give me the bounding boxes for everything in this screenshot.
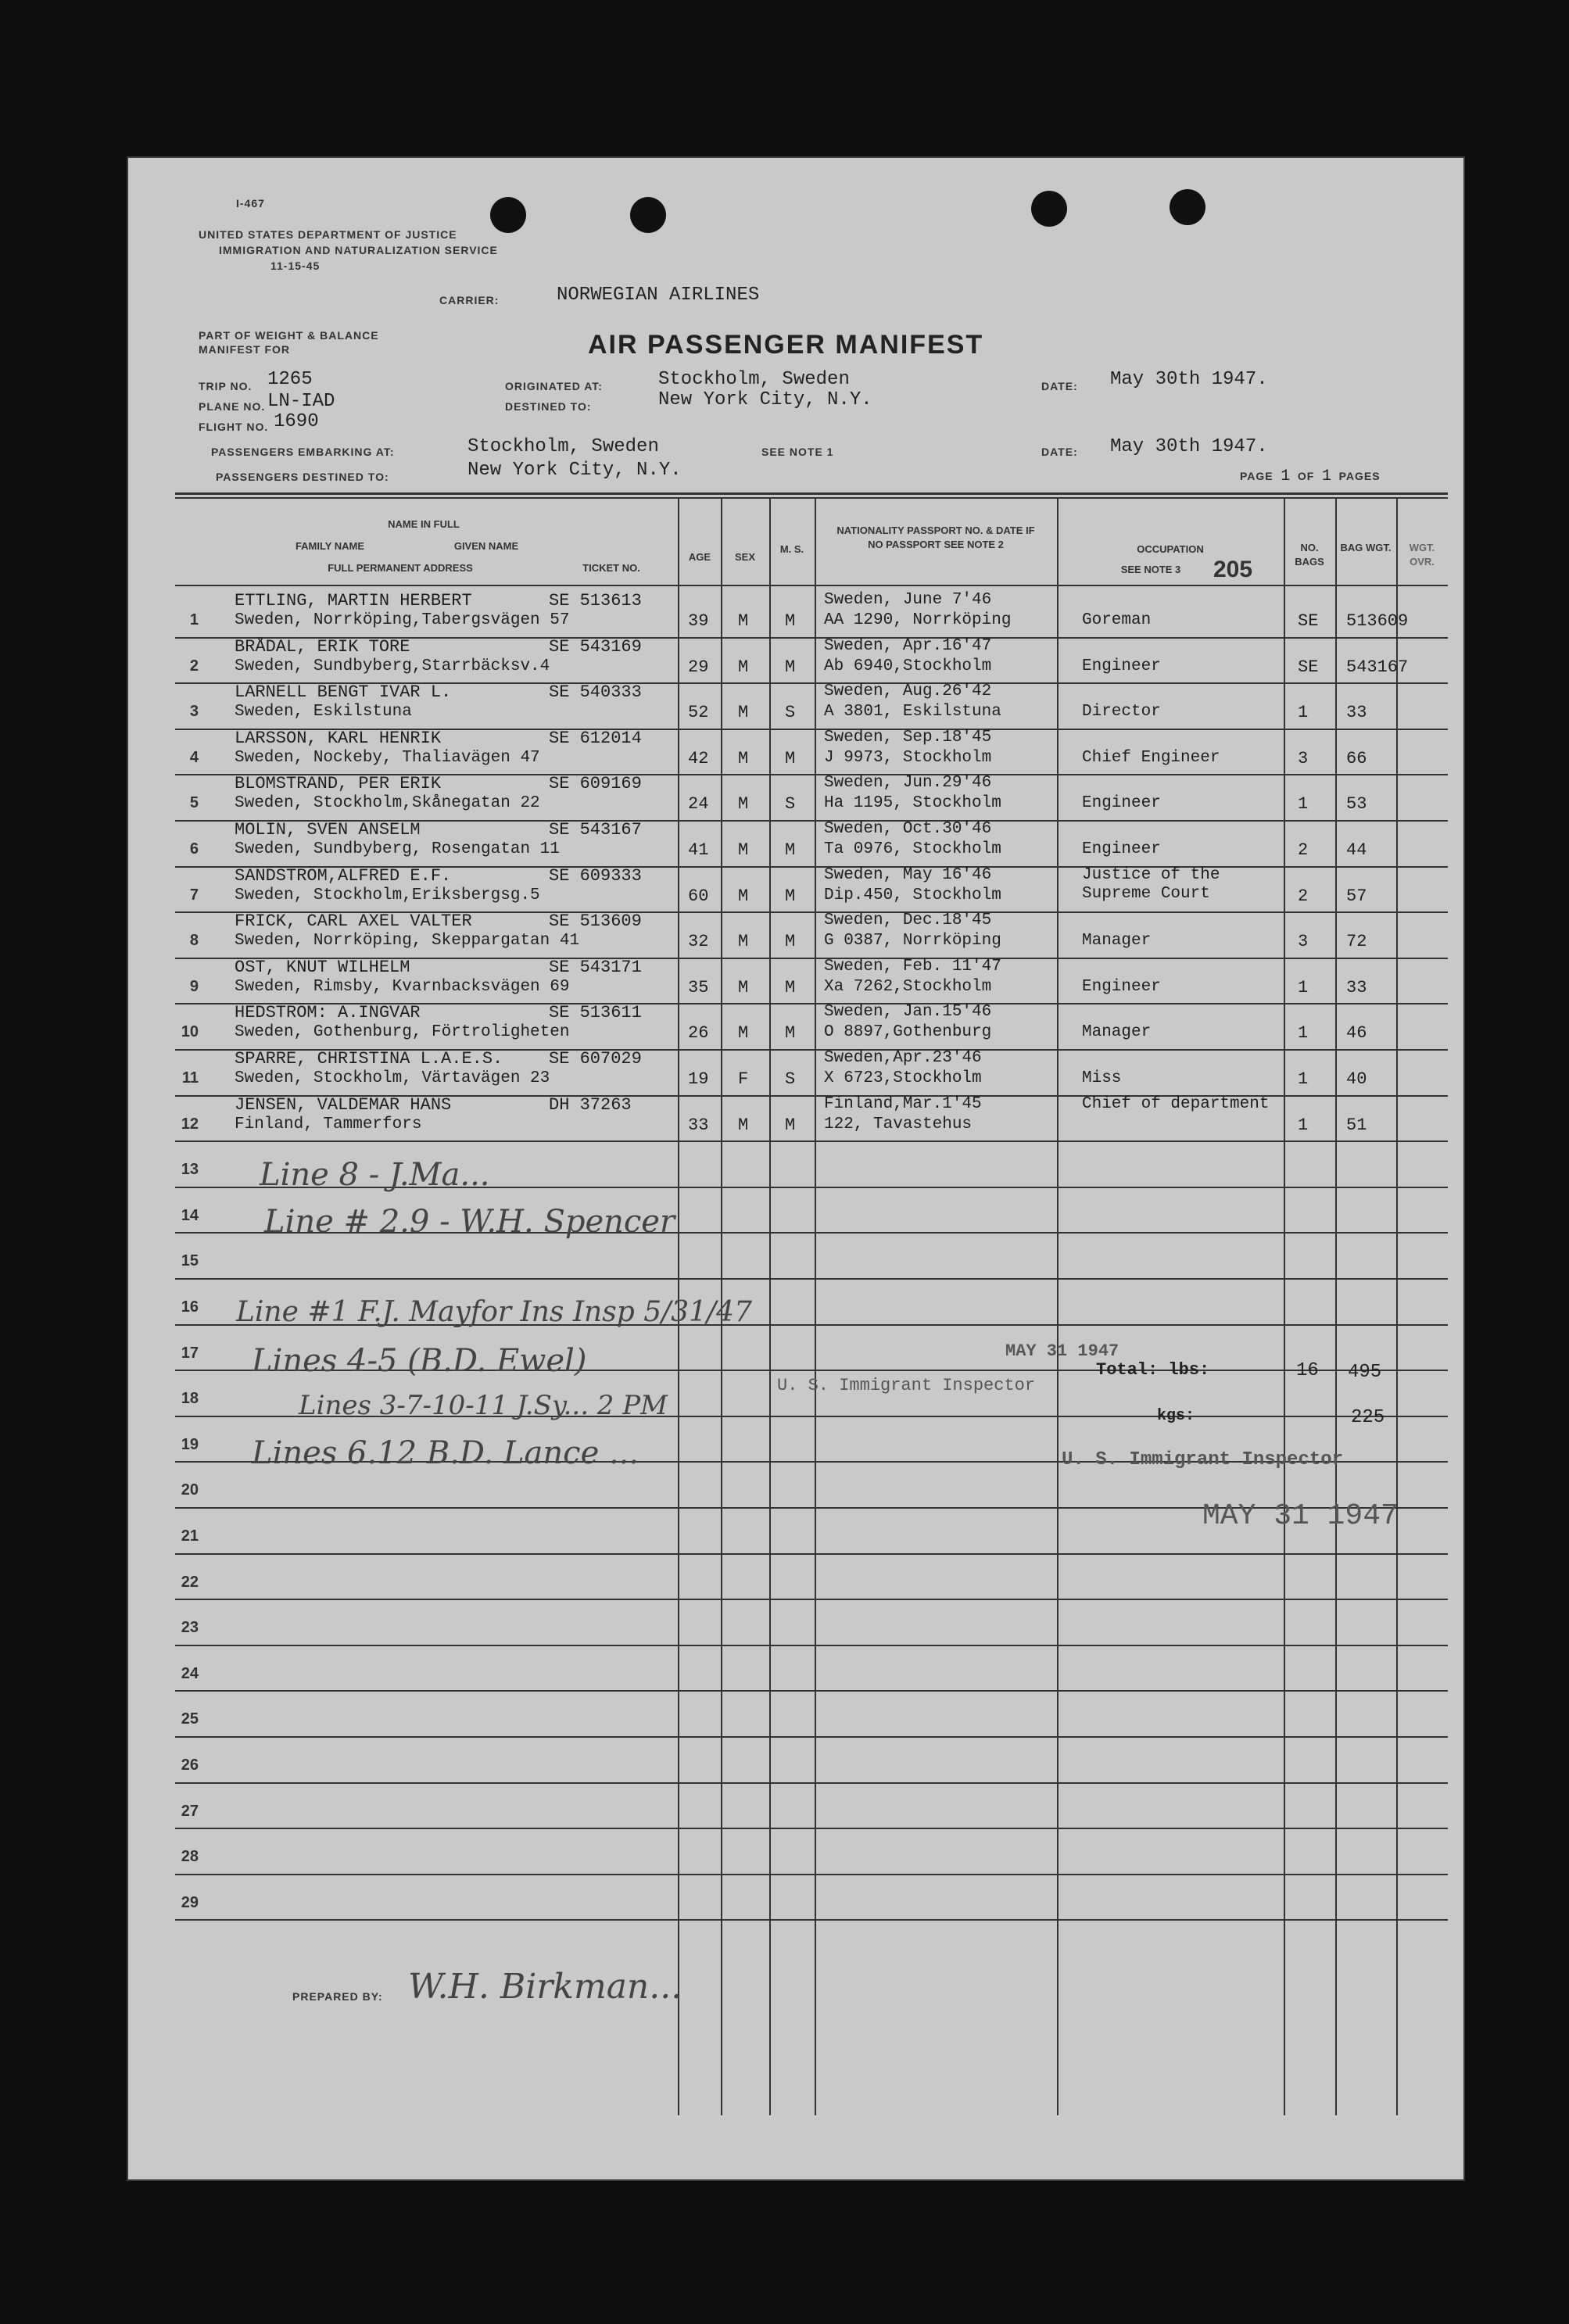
punch-hole: [630, 197, 666, 233]
passenger-age: 19: [688, 1069, 709, 1089]
col-age: AGE: [688, 551, 711, 563]
passenger-age: 29: [688, 657, 709, 677]
carrier-value: NORWEGIAN AIRLINES: [557, 285, 760, 306]
passenger-address: Sweden, Nockeby, Thaliavägen 47: [235, 749, 540, 767]
bag-count: 1: [1298, 703, 1309, 722]
prepared-by-label: PREPARED BY:: [292, 1990, 383, 2003]
prepared-by-signature: W.H. Birkman...: [408, 1967, 682, 2007]
passport-number: G 0387, Norrköping: [824, 932, 1001, 950]
row-number: 1: [189, 611, 199, 628]
punch-hole: [1031, 191, 1067, 227]
ticket-number: SE 607029: [549, 1049, 642, 1069]
bag-weight: 66: [1346, 749, 1367, 768]
row-number: 21: [181, 1527, 199, 1545]
form-number: I-467: [236, 197, 265, 209]
passenger-name: SANDSTRÖM,ALFRED E.F.: [235, 866, 452, 886]
passenger-age: 42: [688, 749, 709, 768]
plane-label: PLANE NO.: [199, 400, 266, 413]
row-number: 9: [189, 978, 199, 995]
occupation: Goreman: [1082, 611, 1152, 629]
of-value: 1: [1321, 467, 1331, 485]
plane-value: LN-IAD: [267, 391, 335, 412]
bag-weight: 57: [1346, 886, 1367, 906]
row-number: 13: [181, 1161, 199, 1178]
col-see-note3: SEE NOTE 3: [1120, 564, 1181, 575]
occupation: Manager: [1082, 932, 1152, 950]
bag-count: 1: [1298, 1023, 1309, 1043]
passenger-marital-status: M: [785, 978, 796, 997]
stamp-205: 205: [1213, 557, 1253, 582]
col-divider-ovr: [1396, 497, 1398, 2115]
pages-label: PAGES: [1338, 470, 1381, 482]
page-indicator: [1240, 467, 1381, 485]
row-number: 16: [181, 1298, 199, 1316]
row-rule: [175, 1874, 1448, 1875]
ticket-number: SE 612014: [549, 729, 642, 748]
occupation: Engineer: [1082, 978, 1161, 996]
passenger-age: 60: [688, 886, 709, 906]
passenger-name: SPARRE, CHRISTINA L.A.E.S.: [235, 1049, 503, 1069]
passenger-marital-status: M: [785, 886, 796, 906]
col-nationality: NATIONALITY PASSPORT NO. & DATE IF NO PASSPORT SEE NOTE 2: [836, 525, 1035, 550]
passenger-sex: M: [738, 611, 749, 631]
row-number: 22: [181, 1574, 199, 1591]
bag-count: 3: [1298, 932, 1309, 951]
date-value: May 30th 1947.: [1110, 369, 1268, 390]
originated-value: Stockholm, Sweden: [658, 369, 850, 390]
passenger-age: 39: [688, 611, 709, 631]
col-divider-occ: [1057, 497, 1059, 2115]
passenger-name: LARSSON, KARL HENRIK: [235, 729, 442, 748]
handwritten-line19: Lines 6.12 B.D. Lance ...: [252, 1435, 639, 1471]
occupation: Engineer: [1082, 657, 1161, 675]
page-label: PAGE: [1240, 470, 1273, 482]
col-given-name: GIVEN NAME: [453, 540, 519, 552]
ticket-number: SE 540333: [549, 682, 642, 702]
passenger-sex: M: [738, 749, 749, 768]
passport-number: Ha 1195, Stockholm: [824, 794, 1001, 812]
passenger-sex: F: [738, 1069, 749, 1089]
destined-pass-value: New York City, N.Y.: [467, 460, 682, 481]
page-value: 1: [1281, 467, 1291, 485]
passenger-sex: M: [738, 886, 749, 906]
bag-weight: 40: [1346, 1069, 1367, 1089]
col-divider-wgt: [1335, 497, 1337, 2115]
bag-count: SE: [1298, 611, 1319, 631]
passenger-marital-status: M: [785, 657, 796, 677]
inspector-title1: U. S. Immigrant Inspector: [777, 1376, 1036, 1395]
occupation: Engineer: [1082, 840, 1161, 858]
passport-number: O 8897,Gothenburg: [824, 1023, 992, 1041]
passenger-address: Sweden, Sundbyberg,Starrbäcksv.4: [235, 657, 550, 675]
ticket-number: SE 609333: [549, 866, 642, 886]
bag-weight: 72: [1346, 932, 1367, 951]
row-number: 5: [189, 794, 199, 811]
passenger-address: Sweden, Stockholm,Eriksbergsg.5: [235, 886, 540, 904]
handwritten-line16: Line #1 F.J. Mayfor Ins Insp 5/31/47: [236, 1296, 752, 1328]
passport-number: Ta 0976, Stockholm: [824, 840, 1001, 858]
total-lbs: 495: [1348, 1362, 1382, 1383]
passenger-age: 24: [688, 794, 709, 814]
row-number: 10: [181, 1023, 199, 1040]
occupation: Director: [1082, 703, 1161, 721]
passenger-name: JENSEN, VALDEMAR HANS: [235, 1095, 452, 1115]
col-family-name: FAMILY NAME: [295, 540, 365, 552]
passenger-age: 33: [688, 1115, 709, 1135]
passenger-sex: M: [738, 1023, 749, 1043]
agency-line2: IMMIGRATION AND NATURALIZATION SERVICE: [219, 244, 498, 256]
col-sex: SEX: [734, 551, 755, 563]
nationality-date: Finland,Mar.1'45: [824, 1095, 982, 1113]
punch-hole: [490, 197, 526, 233]
bag-count: 1: [1298, 794, 1309, 814]
ticket-number: SE 543167: [549, 820, 642, 840]
bag-count: SE: [1298, 657, 1319, 677]
handwritten-line17: Lines 4-5 (B.D. Ewel): [252, 1343, 587, 1379]
col-ms: M. S.: [779, 543, 804, 555]
occupation: Manager: [1082, 1023, 1152, 1041]
manifest-sheet: [127, 156, 1465, 2181]
ticket-number: SE 543169: [549, 637, 642, 657]
passport-number: Xa 7262,Stockholm: [824, 978, 992, 996]
passenger-address: Sweden, Gothenburg, Förtroligheten: [235, 1023, 570, 1041]
occupation: Engineer: [1082, 794, 1161, 812]
occupation: Chief Engineer: [1082, 749, 1220, 767]
passenger-sex: M: [738, 978, 749, 997]
row-rule: [175, 1782, 1448, 1784]
trip-value: 1265: [267, 369, 313, 390]
passenger-age: 35: [688, 978, 709, 997]
originated-label: ORIGINATED AT:: [505, 380, 603, 392]
row-number: 15: [181, 1252, 199, 1269]
passenger-name: FRICK, CARL AXEL VALTER: [235, 911, 472, 931]
bag-weight: 33: [1346, 703, 1367, 722]
bag-weight: 33: [1346, 978, 1367, 997]
col-wgt-over: WGT. OVR.: [1409, 542, 1435, 568]
passenger-name: ÖST, KNUT WILHELM: [235, 958, 410, 977]
passenger-address: Sweden, Eskilstuna: [235, 703, 412, 721]
part-of-label: PART OF WEIGHT & BALANCE MANIFEST FOR: [199, 329, 379, 356]
see-note1: SEE NOTE 1: [761, 446, 834, 458]
bag-count: 1: [1298, 1069, 1309, 1089]
passenger-marital-status: S: [785, 703, 796, 722]
table-top-rule2: [175, 497, 1448, 499]
passenger-name: MOLIN, SVEN ANSELM: [235, 820, 421, 840]
total-lbs-label: Total: lbs:: [1096, 1360, 1210, 1380]
passport-number: X 6723,Stockholm: [824, 1069, 982, 1087]
row-number: 24: [181, 1665, 199, 1682]
trip-label: TRIP NO.: [199, 380, 253, 392]
date2-value: May 30th 1947.: [1110, 436, 1268, 457]
nationality-date: Sweden, Jan.15'46: [824, 1003, 992, 1021]
passenger-address: Sweden, Rimsby, Kvarnbacksvägen 69: [235, 978, 570, 996]
passenger-marital-status: M: [785, 749, 796, 768]
handwritten-line18: Lines 3-7-10-11 J.Sy... 2 PM: [299, 1390, 668, 1421]
bag-weight: 46: [1346, 1023, 1367, 1043]
row-number: 3: [189, 703, 199, 720]
bag-weight: 513609: [1346, 611, 1409, 631]
passenger-marital-status: S: [785, 794, 796, 814]
row-rule: [175, 1690, 1448, 1692]
passenger-address: Sweden, Stockholm, Värtavägen 23: [235, 1069, 550, 1087]
passenger-name: LARNELL BENGT IVAR L.: [235, 682, 452, 702]
nationality-date: Sweden, May 16'46: [824, 866, 992, 884]
row-rule: [175, 1828, 1448, 1829]
col-bags: NO. BAGS: [1295, 542, 1324, 568]
col-divider-nat: [815, 497, 816, 2115]
row-number: 2: [189, 657, 199, 675]
col-name-full: NAME IN FULL: [388, 518, 460, 530]
passenger-marital-status: M: [785, 1115, 796, 1135]
nationality-date: Sweden,Apr.23'46: [824, 1049, 982, 1067]
nationality-date: Sweden, Aug.26'42: [824, 682, 992, 700]
nationality-date: Sweden, June 7'46: [824, 591, 992, 609]
nationality-date: Sweden, Oct.30'46: [824, 820, 992, 838]
passenger-address: Sweden, Norrköping, Skeppargatan 41: [235, 932, 580, 950]
punch-hole: [1170, 189, 1205, 225]
col-occupation: OCCUPATION: [1137, 543, 1204, 555]
date2-label: DATE:: [1041, 446, 1078, 458]
passport-number: A 3801, Eskilstuna: [824, 703, 1001, 721]
ticket-number: SE 513611: [549, 1003, 642, 1022]
passenger-marital-status: S: [785, 1069, 796, 1089]
occupation: Justice of the Supreme Court: [1082, 866, 1220, 903]
total-bags: 16: [1296, 1360, 1319, 1381]
passport-number: AA 1290, Norrköping: [824, 611, 1012, 629]
passenger-name: HEDSTRÖM: A.INGVAR: [235, 1003, 421, 1022]
ticket-number: SE 543171: [549, 958, 642, 977]
passenger-age: 52: [688, 703, 709, 722]
handwritten-line13: Line 8 - J.Ma...: [260, 1157, 490, 1193]
bag-count: 2: [1298, 886, 1309, 906]
passenger-marital-status: M: [785, 611, 796, 631]
destined-label: DESTINED TO:: [505, 400, 592, 413]
bag-count: 2: [1298, 840, 1309, 860]
bag-weight: 51: [1346, 1115, 1367, 1135]
passenger-name: ETTLING, MARTIN HERBERT: [235, 591, 472, 611]
passenger-name: BLOMSTRAND, PER ERIK: [235, 774, 442, 793]
passenger-address: Sweden, Sundbyberg, Rosengatan 11: [235, 840, 560, 858]
passenger-age: 41: [688, 840, 709, 860]
table-top-rule: [175, 492, 1448, 495]
row-number: 7: [189, 886, 199, 904]
bag-count: 1: [1298, 978, 1309, 997]
row-number: 27: [181, 1803, 199, 1820]
row-number: 29: [181, 1894, 199, 1911]
agency-line1: UNITED STATES DEPARTMENT OF JUSTICE: [199, 228, 457, 241]
passport-number: J 9973, Stockholm: [824, 749, 992, 767]
manifest-title: AIR PASSENGER MANIFEST: [588, 330, 984, 360]
row-number: 8: [189, 932, 199, 949]
flight-label: FLIGHT NO.: [199, 421, 269, 433]
passenger-sex: M: [738, 840, 749, 860]
embarking-label: PASSENGERS EMBARKING AT:: [211, 446, 395, 458]
passenger-address: Sweden, Stockholm,Skånegatan 22: [235, 794, 540, 812]
nationality-date: Sweden, Jun.29'46: [824, 774, 992, 792]
row-rule: [175, 1278, 1448, 1280]
date-label: DATE:: [1041, 380, 1078, 392]
bag-weight: 53: [1346, 794, 1367, 814]
row-number: 11: [181, 1069, 199, 1087]
row-number: 12: [181, 1115, 199, 1133]
col-ticket: TICKET NO.: [582, 562, 640, 574]
passport-number: Ab 6940,Stockholm: [824, 657, 992, 675]
passenger-age: 26: [688, 1023, 709, 1043]
ticket-number: SE 513609: [549, 911, 642, 931]
row-number: 20: [181, 1481, 199, 1499]
embarking-value: Stockholm, Sweden: [467, 436, 659, 457]
passenger-address: Sweden, Norrköping,Tabergsvägen 57: [235, 611, 570, 629]
nationality-date: Sweden, Feb. 11'47: [824, 958, 1001, 976]
destined-pass-label: PASSENGERS DESTINED TO:: [216, 471, 389, 483]
passenger-age: 32: [688, 932, 709, 951]
bag-count: 3: [1298, 749, 1309, 768]
col-bag-wgt: BAG WGT.: [1340, 542, 1392, 553]
row-rule: [175, 1645, 1448, 1646]
nationality-date: Sweden, Apr.16'47: [824, 637, 992, 655]
row-number: 25: [181, 1710, 199, 1728]
flight-value: 1690: [274, 411, 319, 432]
passenger-marital-status: M: [785, 932, 796, 951]
row-number: 18: [181, 1390, 199, 1407]
passenger-marital-status: M: [785, 840, 796, 860]
ticket-number: SE 609169: [549, 774, 642, 793]
bag-weight: 543167: [1346, 657, 1409, 677]
passenger-sex: M: [738, 703, 749, 722]
bag-count: 1: [1298, 1115, 1309, 1135]
row-rule: [175, 1919, 1448, 1921]
row-number: 26: [181, 1756, 199, 1774]
ticket-number: SE 513613: [549, 591, 642, 611]
bag-weight: 44: [1346, 840, 1367, 860]
col-address: FULL PERMANENT ADDRESS: [328, 562, 473, 574]
passport-number: 122, Tavastehus: [824, 1115, 973, 1133]
occupation: Miss: [1082, 1069, 1122, 1087]
destined-value: New York City, N.Y.: [658, 389, 872, 410]
row-number: 23: [181, 1619, 199, 1636]
col-divider-ms: [769, 497, 771, 2115]
occupation: Chief of department: [1082, 1095, 1270, 1113]
total-kgs: 225: [1351, 1407, 1385, 1428]
nationality-date: Sweden, Sep.18'45: [824, 729, 992, 747]
row-rule: [175, 1599, 1448, 1600]
of-label: OF: [1297, 470, 1315, 482]
ticket-number: DH 37263: [549, 1095, 632, 1115]
carrier-label: CARRIER:: [439, 294, 500, 306]
row-number: 19: [181, 1436, 199, 1453]
row-rule: [175, 1553, 1448, 1555]
inspection-stamp-date1: MAY 31 1947: [1005, 1341, 1119, 1361]
passenger-sex: M: [738, 657, 749, 677]
row-number: 6: [189, 840, 199, 858]
row-number: 28: [181, 1848, 199, 1865]
passenger-sex: M: [738, 794, 749, 814]
row-rule: [175, 1141, 1448, 1142]
row-number: 4: [189, 749, 199, 766]
kgs-label: kgs:: [1157, 1407, 1195, 1425]
inspection-stamp-date2: MAY 31 1947: [1202, 1499, 1399, 1533]
nationality-date: Sweden, Dec.18'45: [824, 911, 992, 929]
passenger-name: BRÅDAL, ERIK TORE: [235, 637, 410, 657]
row-number: 14: [181, 1207, 199, 1224]
passenger-sex: M: [738, 1115, 749, 1135]
row-number: 17: [181, 1345, 199, 1362]
passenger-marital-status: M: [785, 1023, 796, 1043]
passenger-sex: M: [738, 932, 749, 951]
header-bottom-rule: [175, 585, 1448, 586]
inspector-title2: U. S. Immigrant Inspector: [1062, 1449, 1344, 1470]
handwritten-line14: Line # 2.9 - W.H. Spencer: [264, 1204, 675, 1240]
row-rule: [175, 1736, 1448, 1738]
form-date: 11-15-45: [270, 260, 321, 272]
passenger-address: Finland, Tammerfors: [235, 1115, 422, 1133]
col-divider-bags: [1284, 497, 1285, 2115]
passport-number: Dip.450, Stockholm: [824, 886, 1001, 904]
